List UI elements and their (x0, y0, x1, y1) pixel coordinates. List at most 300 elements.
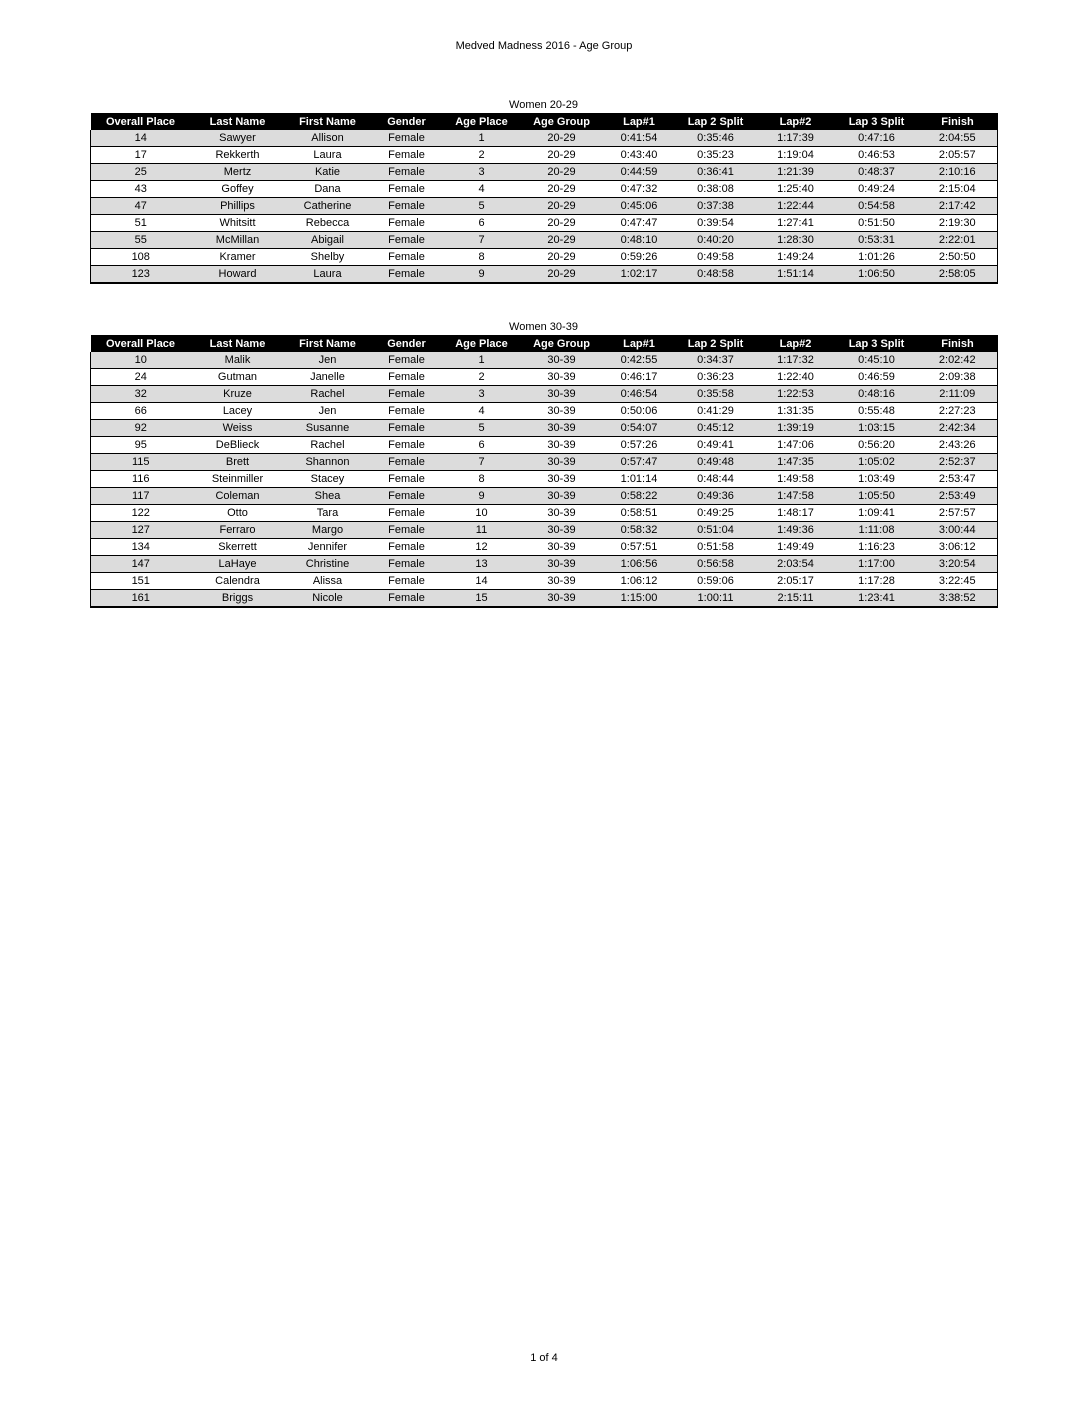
table-cell: 1 (443, 130, 521, 147)
table-cell: 30-39 (521, 369, 603, 386)
table-cell: Female (371, 352, 443, 369)
table-cell: 1:21:39 (756, 164, 836, 181)
table-cell: 24 (91, 369, 191, 386)
table-cell: 25 (91, 164, 191, 181)
table-cell: 1:05:50 (836, 488, 918, 505)
table-cell: Jen (285, 352, 371, 369)
table-cell: Female (371, 539, 443, 556)
table-cell: 1:49:49 (756, 539, 836, 556)
table-row (91, 164, 998, 181)
table-cell: Nicole (285, 590, 371, 608)
table-row (91, 556, 998, 573)
table-cell: Female (371, 420, 443, 437)
table-cell: 95 (91, 437, 191, 454)
table-cell: 20-29 (521, 198, 603, 215)
table-cell: 0:47:16 (836, 130, 918, 147)
table-cell: Female (371, 215, 443, 232)
results-table (90, 113, 998, 284)
table-cell: 20-29 (521, 181, 603, 198)
table-cell: 1:19:04 (756, 147, 836, 164)
table-row (91, 437, 998, 454)
table-cell: 3:22:45 (918, 573, 998, 590)
table-cell: Female (371, 488, 443, 505)
table-cell: 12 (443, 539, 521, 556)
table-cell: 43 (91, 181, 191, 198)
table-cell: 0:49:36 (676, 488, 756, 505)
table-cell: Malik (191, 352, 285, 369)
column-header: Age Group (521, 335, 603, 352)
table-cell: 30-39 (521, 437, 603, 454)
table-row (91, 420, 998, 437)
table-cell: 11 (443, 522, 521, 539)
table-cell: 2:09:38 (918, 369, 998, 386)
table-cell: 0:37:38 (676, 198, 756, 215)
table-cell: 0:45:12 (676, 420, 756, 437)
table-cell: 1:06:12 (603, 573, 676, 590)
table-cell: 1:51:14 (756, 266, 836, 284)
table-cell: Female (371, 164, 443, 181)
table-cell: 2:15:11 (756, 590, 836, 608)
table-cell: 0:58:22 (603, 488, 676, 505)
table-cell: 1:48:17 (756, 505, 836, 522)
table-cell: 1:11:08 (836, 522, 918, 539)
table-cell: Whitsitt (191, 215, 285, 232)
table-cell: 0:57:47 (603, 454, 676, 471)
table-cell: 2:19:30 (918, 215, 998, 232)
page-title: Medved Madness 2016 - Age Group (455, 40, 633, 52)
table-cell: Christine (285, 556, 371, 573)
table-cell: Goffey (191, 181, 285, 198)
table-cell: 0:50:06 (603, 403, 676, 420)
table-cell: 1:23:41 (836, 590, 918, 608)
table-cell: 134 (91, 539, 191, 556)
table-cell: Female (371, 556, 443, 573)
table-cell: Female (371, 505, 443, 522)
table-cell: 0:34:37 (676, 352, 756, 369)
table-cell: 20-29 (521, 266, 603, 284)
table-cell: Alissa (285, 573, 371, 590)
table-cell: Female (371, 130, 443, 147)
table-row (91, 181, 998, 198)
table-cell: 14 (91, 130, 191, 147)
table-cell: 1:15:00 (603, 590, 676, 608)
table-cell: Female (371, 232, 443, 249)
table-cell: 0:35:58 (676, 386, 756, 403)
results-section-women-20-29 (90, 98, 997, 284)
table-cell: 0:48:10 (603, 232, 676, 249)
table-row (91, 198, 998, 215)
table-cell: Female (371, 403, 443, 420)
table-cell: 1:22:53 (756, 386, 836, 403)
table-cell: 0:46:17 (603, 369, 676, 386)
table-row (91, 386, 998, 403)
table-cell: Laura (285, 147, 371, 164)
table-cell: 1:06:56 (603, 556, 676, 573)
table-cell: 1:00:11 (676, 590, 756, 608)
table-cell: 20-29 (521, 130, 603, 147)
table-cell: 2:11:09 (918, 386, 998, 403)
table-cell: 2:50:50 (918, 249, 998, 266)
table-cell: 116 (91, 471, 191, 488)
column-header: Lap 2 Split (676, 335, 756, 352)
table-row (91, 215, 998, 232)
table-cell: 2:42:34 (918, 420, 998, 437)
table-row (91, 488, 998, 505)
table-cell: 0:48:44 (676, 471, 756, 488)
table-cell: 0:36:23 (676, 369, 756, 386)
table-cell: 6 (443, 215, 521, 232)
table-cell: 0:46:54 (603, 386, 676, 403)
table-cell: 0:49:58 (676, 249, 756, 266)
table-cell: Gutman (191, 369, 285, 386)
table-cell: 0:49:25 (676, 505, 756, 522)
table-cell: 2:58:05 (918, 266, 998, 284)
table-cell: 1:03:15 (836, 420, 918, 437)
table-cell: 0:46:53 (836, 147, 918, 164)
table-cell: 2:43:26 (918, 437, 998, 454)
table-cell: 2:53:47 (918, 471, 998, 488)
table-cell: 161 (91, 590, 191, 608)
table-row (91, 454, 998, 471)
table-cell: 0:51:04 (676, 522, 756, 539)
table-cell: 3 (443, 386, 521, 403)
table-cell: 0:41:29 (676, 403, 756, 420)
section-title: Women 20-29 (509, 99, 578, 111)
table-cell: 0:57:26 (603, 437, 676, 454)
table-cell: Female (371, 590, 443, 608)
table-cell: 0:43:40 (603, 147, 676, 164)
table-cell: 1:49:24 (756, 249, 836, 266)
table-cell: Howard (191, 266, 285, 284)
table-cell: 30-39 (521, 488, 603, 505)
table-cell: Dana (285, 181, 371, 198)
table-cell: 1 (443, 352, 521, 369)
table-cell: 1:22:40 (756, 369, 836, 386)
table-cell: Coleman (191, 488, 285, 505)
table-cell: 2:17:42 (918, 198, 998, 215)
table-cell: Janelle (285, 369, 371, 386)
table-cell: 1:16:23 (836, 539, 918, 556)
table-cell: 0:38:08 (676, 181, 756, 198)
column-header: Finish (918, 113, 998, 130)
table-cell: 5 (443, 198, 521, 215)
table-cell: 1:06:50 (836, 266, 918, 284)
table-cell: 1:09:41 (836, 505, 918, 522)
table-cell: 14 (443, 573, 521, 590)
table-cell: Shannon (285, 454, 371, 471)
table-cell: 1:39:19 (756, 420, 836, 437)
table-cell: 0:59:06 (676, 573, 756, 590)
table-cell: Kruze (191, 386, 285, 403)
table-cell: Susanne (285, 420, 371, 437)
table-cell: 51 (91, 215, 191, 232)
table-cell: 20-29 (521, 232, 603, 249)
table-cell: Female (371, 369, 443, 386)
table-cell: 1:49:36 (756, 522, 836, 539)
table-cell: 3:38:52 (918, 590, 998, 608)
table-cell: 147 (91, 556, 191, 573)
table-cell: 2:53:49 (918, 488, 998, 505)
table-cell: 2:27:23 (918, 403, 998, 420)
table-cell: Rebecca (285, 215, 371, 232)
column-header: Gender (371, 113, 443, 130)
table-cell: 123 (91, 266, 191, 284)
table-cell: Female (371, 181, 443, 198)
table-cell: Abigail (285, 232, 371, 249)
table-cell: 4 (443, 403, 521, 420)
table-row (91, 522, 998, 539)
column-header: Finish (918, 335, 998, 352)
table-cell: Kramer (191, 249, 285, 266)
table-cell: 32 (91, 386, 191, 403)
table-cell: 1:02:17 (603, 266, 676, 284)
table-cell: 0:54:07 (603, 420, 676, 437)
table-cell: 0:57:51 (603, 539, 676, 556)
column-header: First Name (285, 335, 371, 352)
table-cell: Catherine (285, 198, 371, 215)
table-cell: 47 (91, 198, 191, 215)
table-cell: 30-39 (521, 590, 603, 608)
table-cell: Mertz (191, 164, 285, 181)
table-cell: 0:51:50 (836, 215, 918, 232)
table-row (91, 471, 998, 488)
table-row (91, 147, 998, 164)
table-row (91, 369, 998, 386)
table-cell: Female (371, 454, 443, 471)
table-cell: Jen (285, 403, 371, 420)
table-cell: Female (371, 471, 443, 488)
table-cell: 0:45:10 (836, 352, 918, 369)
table-cell: 1:47:58 (756, 488, 836, 505)
table-cell: Tara (285, 505, 371, 522)
table-cell: 66 (91, 403, 191, 420)
table-cell: 115 (91, 454, 191, 471)
table-cell: Shelby (285, 249, 371, 266)
table-cell: Steinmiller (191, 471, 285, 488)
table-cell: 2:22:01 (918, 232, 998, 249)
table-cell: Rachel (285, 437, 371, 454)
table-cell: 0:47:32 (603, 181, 676, 198)
table-cell: 30-39 (521, 403, 603, 420)
column-header: Lap#1 (603, 113, 676, 130)
table-cell: 0:48:37 (836, 164, 918, 181)
table-header-row (91, 335, 998, 352)
table-cell: 2:52:37 (918, 454, 998, 471)
table-cell: 5 (443, 420, 521, 437)
table-cell: 3:20:54 (918, 556, 998, 573)
column-header: Lap 3 Split (836, 113, 918, 130)
table-cell: 8 (443, 471, 521, 488)
table-cell: 0:47:47 (603, 215, 676, 232)
table-cell: 0:35:23 (676, 147, 756, 164)
table-cell: 2:05:57 (918, 147, 998, 164)
column-header: Last Name (191, 335, 285, 352)
page-number: 1 of 4 (530, 1352, 558, 1364)
table-cell: 30-39 (521, 386, 603, 403)
column-header: Gender (371, 335, 443, 352)
table-cell: Allison (285, 130, 371, 147)
table-cell: Female (371, 437, 443, 454)
table-cell: 10 (91, 352, 191, 369)
table-cell: McMillan (191, 232, 285, 249)
column-header: Overall Place (91, 113, 191, 130)
table-cell: 2:57:57 (918, 505, 998, 522)
table-row (91, 130, 998, 147)
table-cell: 55 (91, 232, 191, 249)
results-table (90, 335, 998, 608)
table-cell: Ferraro (191, 522, 285, 539)
table-body (91, 352, 998, 607)
table-cell: LaHaye (191, 556, 285, 573)
table-cell: 122 (91, 505, 191, 522)
table-cell: Lacey (191, 403, 285, 420)
table-cell: 0:49:48 (676, 454, 756, 471)
table-cell: 7 (443, 232, 521, 249)
table-cell: 0:45:06 (603, 198, 676, 215)
table-header-row (91, 113, 998, 130)
table-cell: 0:58:51 (603, 505, 676, 522)
table-cell: 0:49:41 (676, 437, 756, 454)
column-header: Lap#2 (756, 335, 836, 352)
table-cell: 30-39 (521, 420, 603, 437)
table-row (91, 573, 998, 590)
table-cell: 9 (443, 488, 521, 505)
table-row (91, 232, 998, 249)
table-row (91, 590, 998, 608)
table-cell: 0:55:48 (836, 403, 918, 420)
table-cell: 1:17:00 (836, 556, 918, 573)
column-header: Last Name (191, 113, 285, 130)
table-cell: Margo (285, 522, 371, 539)
table-cell: 2:03:54 (756, 556, 836, 573)
table-cell: 0:42:55 (603, 352, 676, 369)
table-cell: 2 (443, 369, 521, 386)
table-cell: 1:17:32 (756, 352, 836, 369)
column-header: Lap#1 (603, 335, 676, 352)
table-cell: 4 (443, 181, 521, 198)
table-cell: Sawyer (191, 130, 285, 147)
table-cell: 1:28:30 (756, 232, 836, 249)
table-cell: 13 (443, 556, 521, 573)
table-cell: 15 (443, 590, 521, 608)
table-cell: Brett (191, 454, 285, 471)
table-cell: 117 (91, 488, 191, 505)
table-cell: 1:17:28 (836, 573, 918, 590)
table-cell: 1:49:58 (756, 471, 836, 488)
table-cell: 2 (443, 147, 521, 164)
table-cell: 7 (443, 454, 521, 471)
table-cell: 20-29 (521, 249, 603, 266)
table-cell: 151 (91, 573, 191, 590)
table-cell: 0:39:54 (676, 215, 756, 232)
column-header: Age Place (443, 113, 521, 130)
table-cell: 1:01:14 (603, 471, 676, 488)
table-cell: 30-39 (521, 352, 603, 369)
table-cell: 0:58:32 (603, 522, 676, 539)
table-row (91, 403, 998, 420)
table-row (91, 266, 998, 284)
table-cell: Female (371, 522, 443, 539)
table-cell: Jennifer (285, 539, 371, 556)
table-cell: 30-39 (521, 573, 603, 590)
table-cell: 0:40:20 (676, 232, 756, 249)
table-cell: Otto (191, 505, 285, 522)
table-cell: 0:56:58 (676, 556, 756, 573)
table-cell: 92 (91, 420, 191, 437)
table-cell: 1:47:35 (756, 454, 836, 471)
table-cell: 0:51:58 (676, 539, 756, 556)
table-cell: 108 (91, 249, 191, 266)
table-cell: 17 (91, 147, 191, 164)
table-cell: 1:17:39 (756, 130, 836, 147)
table-cell: Rachel (285, 386, 371, 403)
table-cell: Katie (285, 164, 371, 181)
table-row (91, 539, 998, 556)
table-cell: 0:41:54 (603, 130, 676, 147)
table-cell: 1:27:41 (756, 215, 836, 232)
table-row (91, 505, 998, 522)
table-cell: 6 (443, 437, 521, 454)
table-cell: 0:35:46 (676, 130, 756, 147)
table-cell: 1:22:44 (756, 198, 836, 215)
section-title: Women 30-39 (509, 321, 578, 333)
table-cell: 0:46:59 (836, 369, 918, 386)
table-cell: 30-39 (521, 454, 603, 471)
table-cell: 9 (443, 266, 521, 284)
table-cell: Calendra (191, 573, 285, 590)
table-cell: Rekkerth (191, 147, 285, 164)
table-cell: 0:48:58 (676, 266, 756, 284)
column-header: Age Group (521, 113, 603, 130)
table-cell: 8 (443, 249, 521, 266)
table-cell: Weiss (191, 420, 285, 437)
table-cell: 0:36:41 (676, 164, 756, 181)
column-header: Lap 2 Split (676, 113, 756, 130)
table-cell: Stacey (285, 471, 371, 488)
table-cell: 3 (443, 164, 521, 181)
table-cell: Briggs (191, 590, 285, 608)
table-cell: 30-39 (521, 556, 603, 573)
table-cell: Skerrett (191, 539, 285, 556)
table-cell: 20-29 (521, 164, 603, 181)
table-cell: 3:06:12 (918, 539, 998, 556)
table-cell: 1:47:06 (756, 437, 836, 454)
table-cell: 30-39 (521, 522, 603, 539)
column-header: Lap#2 (756, 113, 836, 130)
column-header: Overall Place (91, 335, 191, 352)
table-cell: 1:01:26 (836, 249, 918, 266)
table-cell: 10 (443, 505, 521, 522)
table-cell: 0:59:26 (603, 249, 676, 266)
table-cell: 0:54:58 (836, 198, 918, 215)
table-cell: 20-29 (521, 215, 603, 232)
table-cell: Female (371, 266, 443, 284)
column-header: Age Place (443, 335, 521, 352)
column-header: First Name (285, 113, 371, 130)
table-cell: Female (371, 249, 443, 266)
table-cell: DeBlieck (191, 437, 285, 454)
table-cell: 1:31:35 (756, 403, 836, 420)
table-cell: Laura (285, 266, 371, 284)
table-cell: 1:03:49 (836, 471, 918, 488)
table-cell: 1:05:02 (836, 454, 918, 471)
table-cell: 0:49:24 (836, 181, 918, 198)
table-cell: 1:25:40 (756, 181, 836, 198)
table-cell: Shea (285, 488, 371, 505)
table-cell: Female (371, 573, 443, 590)
table-cell: 2:05:17 (756, 573, 836, 590)
table-row (91, 249, 998, 266)
